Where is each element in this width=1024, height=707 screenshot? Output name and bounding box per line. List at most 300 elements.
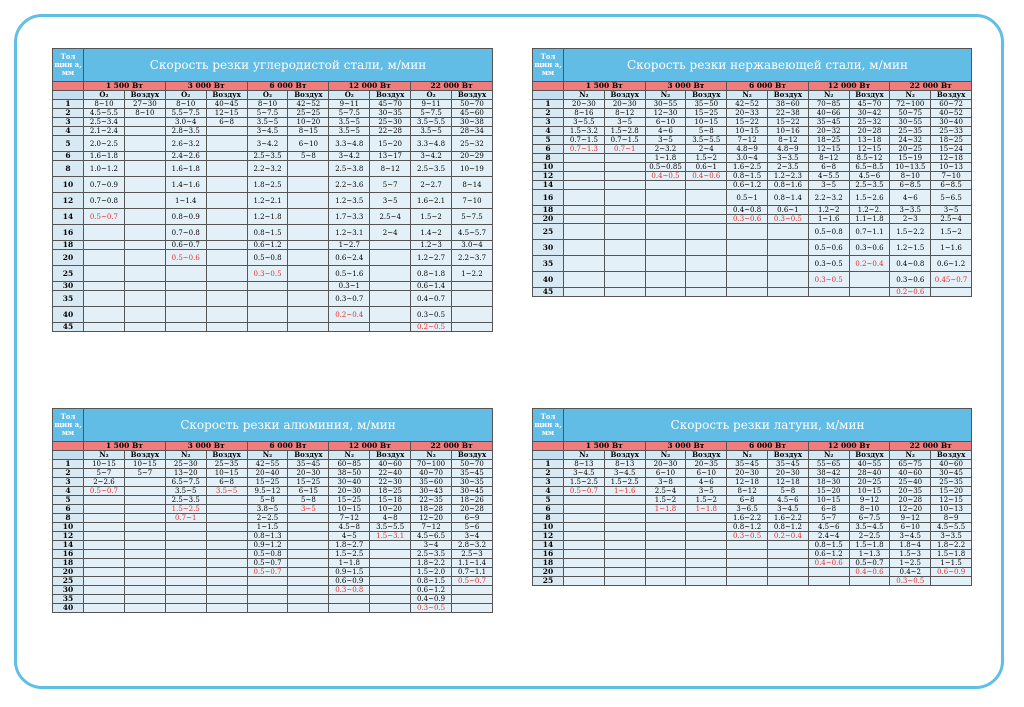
speed-cell: 5~7 xyxy=(124,469,165,478)
speed-cell: 8~9 xyxy=(931,514,972,523)
speed-cell: 12~15 xyxy=(931,496,972,505)
speed-cell: 12~18 xyxy=(767,478,808,487)
speed-cell xyxy=(604,215,645,224)
speed-cell: 25~30 xyxy=(165,460,206,469)
speed-cell: 4~6 xyxy=(890,190,931,206)
speed-cell xyxy=(370,307,411,323)
speed-cell xyxy=(288,514,329,523)
table-row xyxy=(533,550,972,559)
speed-cell: 2.5~3.5 xyxy=(247,152,288,161)
speed-cell: 0.9~1.5 xyxy=(329,568,370,577)
speed-cell: 1.5~2 xyxy=(411,209,452,225)
speed-cell: 0.7~1 xyxy=(165,514,206,523)
speed-cell: 42~52 xyxy=(727,100,768,109)
thickness-cell: 12 xyxy=(53,193,84,209)
power-header: 3 000 Вт xyxy=(645,442,727,451)
thickness-cell: 1 xyxy=(533,460,564,469)
thickness-cell: 3 xyxy=(53,118,84,127)
speed-cell xyxy=(288,577,329,586)
speed-cell xyxy=(124,136,165,152)
speed-cell xyxy=(645,190,686,206)
table-row xyxy=(53,193,493,209)
gas-corner xyxy=(53,451,84,460)
speed-cell: 0.5~0.7 xyxy=(849,559,890,568)
speed-cell: 1.6~2.2 xyxy=(767,514,808,523)
aluminum-table xyxy=(52,408,493,613)
speed-cell: 15~24 xyxy=(931,145,972,154)
speed-cell: 6~10 xyxy=(645,118,686,127)
speed-cell xyxy=(124,496,165,505)
thickness-cell: 10 xyxy=(53,177,84,193)
thickness-cell: 8 xyxy=(53,161,84,177)
speed-cell: 2.5~3.5 xyxy=(165,496,206,505)
speed-cell xyxy=(645,541,686,550)
speed-cell xyxy=(206,523,247,532)
speed-cell: 20~30 xyxy=(767,469,808,478)
table-row xyxy=(53,496,493,505)
speed-cell: 1.2~3.5 xyxy=(329,193,370,209)
speed-cell: 15~19 xyxy=(890,154,931,163)
speed-cell xyxy=(645,272,686,288)
speed-cell: 6~8.5 xyxy=(890,181,931,190)
thickness-cell: 35 xyxy=(533,256,564,272)
speed-cell: 10~15 xyxy=(849,487,890,496)
speed-cell: 10~15 xyxy=(84,460,125,469)
speed-cell xyxy=(124,152,165,161)
table-row xyxy=(53,460,493,469)
table-row xyxy=(53,266,493,282)
thickness-cell: 1 xyxy=(533,100,564,109)
speed-cell xyxy=(206,541,247,550)
speed-cell: 3~4.2 xyxy=(329,152,370,161)
speed-cell: 8~13 xyxy=(564,460,605,469)
speed-cell: 0.2~0.5 xyxy=(411,323,452,332)
power-header: 6 000 Вт xyxy=(247,442,329,451)
speed-cell: 2.8~3.2 xyxy=(452,541,493,550)
speed-cell: 2~3 xyxy=(890,215,931,224)
speed-cell xyxy=(686,215,727,224)
speed-cell xyxy=(645,514,686,523)
speed-cell xyxy=(604,240,645,256)
speed-cell: 5~8 xyxy=(288,496,329,505)
speed-cell: 13~17 xyxy=(370,152,411,161)
gas-header: N₂ xyxy=(411,451,452,460)
gas-header: Воздух xyxy=(931,451,972,460)
speed-cell: 2.5~3.5 xyxy=(849,181,890,190)
gas-header: Воздух xyxy=(288,91,329,100)
speed-cell xyxy=(329,595,370,604)
speed-cell xyxy=(645,240,686,256)
speed-cell: 30~43 xyxy=(411,487,452,496)
speed-cell: 25~32 xyxy=(849,118,890,127)
speed-cell: 6~8 xyxy=(808,505,849,514)
speed-cell: 4.5~6.5 xyxy=(411,532,452,541)
speed-cell xyxy=(564,568,605,577)
speed-cell xyxy=(206,161,247,177)
speed-cell: 1~1.4 xyxy=(165,193,206,209)
speed-cell: 40~55 xyxy=(849,460,890,469)
speed-cell xyxy=(84,282,125,291)
table-row xyxy=(53,209,493,225)
speed-cell: 2~2.5 xyxy=(849,532,890,541)
speed-cell: 0.5~0.85 xyxy=(645,163,686,172)
power-header: 1 500 Вт xyxy=(84,442,166,451)
thickness-cell: 25 xyxy=(53,266,84,282)
speed-cell xyxy=(604,163,645,172)
speed-cell xyxy=(288,193,329,209)
speed-cell: 0.6~1.2 xyxy=(931,256,972,272)
speed-cell xyxy=(206,136,247,152)
speed-cell: 38~50 xyxy=(329,469,370,478)
speed-cell: 1.6~2.5 xyxy=(727,163,768,172)
table-row xyxy=(53,487,493,496)
speed-cell xyxy=(604,577,645,586)
speed-cell xyxy=(206,532,247,541)
speed-cell: 0.7~1 xyxy=(604,145,645,154)
table-row xyxy=(533,541,972,550)
gas-header: N₂ xyxy=(84,451,125,460)
speed-cell: 8.5~12 xyxy=(849,154,890,163)
speed-cell xyxy=(84,586,125,595)
speed-cell: 0.4~2 xyxy=(890,568,931,577)
thickness-cell: 40 xyxy=(53,307,84,323)
speed-cell: 8~10 xyxy=(890,172,931,181)
speed-cell xyxy=(767,568,808,577)
gas-header: Воздух xyxy=(767,451,808,460)
speed-cell: 35~45 xyxy=(727,460,768,469)
speed-cell: 0.4~0.9 xyxy=(411,595,452,604)
speed-cell: 15~20 xyxy=(370,136,411,152)
speed-cell: 0.8~1.2 xyxy=(727,523,768,532)
gas-header: Воздух xyxy=(686,91,727,100)
speed-cell: 8~14 xyxy=(452,177,493,193)
thickness-cell: 14 xyxy=(533,181,564,190)
gas-header: Воздух xyxy=(686,451,727,460)
table-row xyxy=(533,118,972,127)
speed-cell: 2.8~3.5 xyxy=(165,127,206,136)
gas-header: Воздух xyxy=(849,451,890,460)
gas-header: N₂ xyxy=(890,451,931,460)
speed-cell: 0.6~1.2 xyxy=(411,586,452,595)
speed-cell: 0.5~0.8 xyxy=(808,224,849,240)
speed-cell: 0.8~1.6 xyxy=(767,181,808,190)
speed-cell: 0.5~0.7 xyxy=(452,577,493,586)
speed-cell: 1.2~2.3 xyxy=(767,172,808,181)
speed-cell: 3.5~4.5 xyxy=(849,523,890,532)
speed-cell: 3.5~5 xyxy=(247,118,288,127)
speed-cell xyxy=(247,323,288,332)
speed-cell: 0.7~1.5 xyxy=(604,136,645,145)
power-header: 3 000 Вт xyxy=(645,82,727,91)
speed-cell: 8~10 xyxy=(84,100,125,109)
speed-cell: 35~60 xyxy=(411,478,452,487)
speed-cell: 2~3.5 xyxy=(767,163,808,172)
speed-cell: 3.3~4.8 xyxy=(411,136,452,152)
speed-cell: 3.5~5 xyxy=(329,127,370,136)
speed-cell xyxy=(604,559,645,568)
speed-cell xyxy=(370,266,411,282)
speed-cell: 0.3~0.5 xyxy=(890,577,931,586)
speed-cell: 1.2~2.1 xyxy=(247,193,288,209)
table-row xyxy=(53,559,493,568)
speed-cell xyxy=(645,550,686,559)
speed-cell: 8~10 xyxy=(247,100,288,109)
gas-corner xyxy=(53,91,84,100)
table-row xyxy=(533,163,972,172)
power-corner xyxy=(53,442,84,451)
speed-cell: 6~8 xyxy=(206,478,247,487)
speed-cell: 20~30 xyxy=(288,469,329,478)
thickness-cell: 3 xyxy=(533,478,564,487)
gas-header: Воздух xyxy=(288,451,329,460)
speed-cell: 8~12 xyxy=(370,161,411,177)
speed-cell xyxy=(564,154,605,163)
speed-cell xyxy=(288,241,329,250)
speed-cell: 28~40 xyxy=(849,469,890,478)
speed-cell xyxy=(247,577,288,586)
speed-cell: 15~25 xyxy=(686,109,727,118)
speed-cell xyxy=(686,577,727,586)
speed-cell: 10~15 xyxy=(727,127,768,136)
speed-cell xyxy=(247,586,288,595)
speed-cell: 35~45 xyxy=(767,460,808,469)
speed-cell xyxy=(165,307,206,323)
speed-cell: 20~40 xyxy=(247,469,288,478)
speed-cell xyxy=(124,241,165,250)
speed-cell xyxy=(288,266,329,282)
gas-header: Воздух xyxy=(767,91,808,100)
table-row xyxy=(533,154,972,163)
speed-cell: 3~5 xyxy=(604,118,645,127)
thickness-cell: 5 xyxy=(533,136,564,145)
speed-cell: 0.7~0.9 xyxy=(84,177,125,193)
speed-cell xyxy=(686,256,727,272)
table-title: Скорость резки алюминия, м/мин xyxy=(84,409,493,442)
speed-cell xyxy=(165,282,206,291)
power-header: 12 000 Вт xyxy=(329,82,411,91)
speed-cell xyxy=(564,224,605,240)
speed-cell: 0.6~0.9 xyxy=(329,577,370,586)
gas-header: N₂ xyxy=(645,451,686,460)
thickness-cell: 10 xyxy=(533,523,564,532)
speed-cell: 1.2~1.5 xyxy=(890,240,931,256)
speed-cell: 0.3~0.5 xyxy=(247,266,288,282)
speed-cell: 40~45 xyxy=(206,100,247,109)
power-header: 1 500 Вт xyxy=(564,82,646,91)
speed-cell xyxy=(206,323,247,332)
table-row xyxy=(533,559,972,568)
speed-cell: 0.8~1.5 xyxy=(247,225,288,241)
speed-cell xyxy=(452,307,493,323)
speed-cell xyxy=(564,496,605,505)
speed-cell xyxy=(604,532,645,541)
speed-cell: 1~2.7 xyxy=(329,241,370,250)
table-row xyxy=(53,568,493,577)
thickness-cell: 12 xyxy=(53,532,84,541)
speed-cell xyxy=(165,291,206,307)
speed-cell: 0.4~0.5 xyxy=(645,172,686,181)
speed-cell xyxy=(124,291,165,307)
speed-cell: 0.6~1 xyxy=(767,206,808,215)
speed-cell xyxy=(727,240,768,256)
speed-cell: 2.2~3.2 xyxy=(247,161,288,177)
speed-cell: 1~1.8 xyxy=(645,505,686,514)
speed-cell: 2.5~4 xyxy=(645,487,686,496)
thickness-cell: 6 xyxy=(53,505,84,514)
gas-header: Воздух xyxy=(206,451,247,460)
thickness-cell: 8 xyxy=(533,514,564,523)
speed-cell xyxy=(645,224,686,240)
speed-cell xyxy=(124,250,165,266)
speed-cell xyxy=(604,224,645,240)
speed-cell: 8~12 xyxy=(604,109,645,118)
speed-cell: 45~60 xyxy=(452,109,493,118)
thickness-cell: 18 xyxy=(533,559,564,568)
speed-cell: 38~60 xyxy=(767,100,808,109)
thickness-cell: 14 xyxy=(533,541,564,550)
gas-header: N₂ xyxy=(247,451,288,460)
speed-cell xyxy=(931,288,972,297)
speed-cell: 1.5~2.8 xyxy=(604,127,645,136)
speed-cell: 70~100 xyxy=(411,460,452,469)
speed-cell: 30~45 xyxy=(931,469,972,478)
speed-cell: 1.5~2.5 xyxy=(604,478,645,487)
speed-cell: 1~1.6 xyxy=(931,240,972,256)
speed-cell xyxy=(288,595,329,604)
gas-header: N₂ xyxy=(808,451,849,460)
speed-cell: 3.8~5 xyxy=(247,505,288,514)
speed-cell: 20~30 xyxy=(645,460,686,469)
speed-cell: 15~20 xyxy=(931,487,972,496)
speed-cell xyxy=(124,161,165,177)
speed-cell: 2.5~3 xyxy=(452,550,493,559)
speed-cell: 1~1.5 xyxy=(247,523,288,532)
speed-cell: 4~6 xyxy=(686,478,727,487)
speed-cell: 5~7.5 xyxy=(411,109,452,118)
speed-cell: 4.8~9 xyxy=(767,145,808,154)
speed-cell: 35~45 xyxy=(288,460,329,469)
speed-cell: 0.5~0.6 xyxy=(165,250,206,266)
speed-cell: 0.3~0.5 xyxy=(411,604,452,613)
speed-cell xyxy=(564,240,605,256)
speed-cell: 1.4~1.6 xyxy=(165,177,206,193)
speed-cell xyxy=(604,272,645,288)
speed-cell xyxy=(604,550,645,559)
speed-cell: 18~25 xyxy=(370,487,411,496)
speed-cell xyxy=(370,586,411,595)
speed-cell: 1.5~2 xyxy=(645,496,686,505)
thickness-cell: 2 xyxy=(533,109,564,118)
speed-cell xyxy=(84,323,125,332)
speed-cell xyxy=(206,127,247,136)
speed-cell: 0.8~1.5 xyxy=(808,541,849,550)
speed-cell xyxy=(165,559,206,568)
table-row xyxy=(533,272,972,288)
speed-cell xyxy=(686,224,727,240)
speed-cell: 1.2~2 xyxy=(808,206,849,215)
speed-cell: 50~70 xyxy=(452,460,493,469)
speed-cell: 0.8~0.9 xyxy=(165,209,206,225)
speed-cell: 18~25 xyxy=(931,136,972,145)
thickness-header: Тол щин а, мм xyxy=(53,49,84,82)
speed-cell: 10~15 xyxy=(206,469,247,478)
speed-cell: 2.1~2.4 xyxy=(84,127,125,136)
table-row xyxy=(533,460,972,469)
speed-cell: 1.5~2 xyxy=(931,224,972,240)
speed-cell: 5~6.5 xyxy=(931,190,972,206)
speed-cell: 25~25 xyxy=(288,109,329,118)
speed-cell: 8~16 xyxy=(564,109,605,118)
speed-cell xyxy=(84,523,125,532)
speed-cell: 2~2.6 xyxy=(84,478,125,487)
table-row xyxy=(533,190,972,206)
speed-cell: 4~8 xyxy=(370,514,411,523)
speed-cell: 0.3~0.5 xyxy=(727,532,768,541)
speed-cell: 10~15 xyxy=(124,460,165,469)
speed-cell xyxy=(604,523,645,532)
speed-cell: 1.5~3.2 xyxy=(564,127,605,136)
speed-cell xyxy=(727,568,768,577)
thickness-cell: 30 xyxy=(53,282,84,291)
speed-cell: 0.7~1.3 xyxy=(564,145,605,154)
speed-cell: 35~50 xyxy=(686,100,727,109)
speed-cell: 6~15 xyxy=(288,487,329,496)
gas-header: Воздух xyxy=(452,91,493,100)
speed-cell xyxy=(370,291,411,307)
speed-cell xyxy=(564,577,605,586)
speed-cell xyxy=(564,163,605,172)
thickness-cell: 2 xyxy=(533,469,564,478)
speed-cell: 1.5~2.5 xyxy=(329,550,370,559)
speed-cell: 30~40 xyxy=(931,118,972,127)
thickness-cell: 5 xyxy=(533,496,564,505)
thickness-cell: 25 xyxy=(533,577,564,586)
speed-cell xyxy=(370,241,411,250)
speed-cell: 7~12 xyxy=(727,136,768,145)
speed-cell: 3.5~5.5 xyxy=(370,523,411,532)
speed-cell: 3~5 xyxy=(645,136,686,145)
table-row xyxy=(53,550,493,559)
speed-cell: 0.6~1.2 xyxy=(727,181,768,190)
thickness-cell: 4 xyxy=(53,487,84,496)
speed-cell: 1.8~4 xyxy=(890,541,931,550)
speed-cell: 3~5 xyxy=(931,206,972,215)
power-header: 22 000 Вт xyxy=(411,442,493,451)
speed-cell: 1.1~1.4 xyxy=(452,559,493,568)
speed-cell xyxy=(767,550,808,559)
speed-cell: 0.5~0.6 xyxy=(808,240,849,256)
speed-cell: 10~20 xyxy=(370,505,411,514)
thickness-cell: 14 xyxy=(53,541,84,550)
table-row xyxy=(53,577,493,586)
speed-cell xyxy=(604,496,645,505)
speed-cell xyxy=(686,568,727,577)
speed-cell xyxy=(564,215,605,224)
thickness-cell: 16 xyxy=(533,190,564,206)
speed-cell xyxy=(165,541,206,550)
speed-cell: 8~12 xyxy=(808,154,849,163)
speed-cell: 2.5~3.5 xyxy=(411,550,452,559)
thickness-cell: 25 xyxy=(533,224,564,240)
gas-header: N₂ xyxy=(165,451,206,460)
thickness-cell: 35 xyxy=(53,595,84,604)
speed-cell: 20~29 xyxy=(452,152,493,161)
power-corner xyxy=(53,82,84,91)
table-row xyxy=(53,514,493,523)
speed-cell xyxy=(604,206,645,215)
speed-cell xyxy=(288,250,329,266)
speed-cell xyxy=(288,161,329,177)
